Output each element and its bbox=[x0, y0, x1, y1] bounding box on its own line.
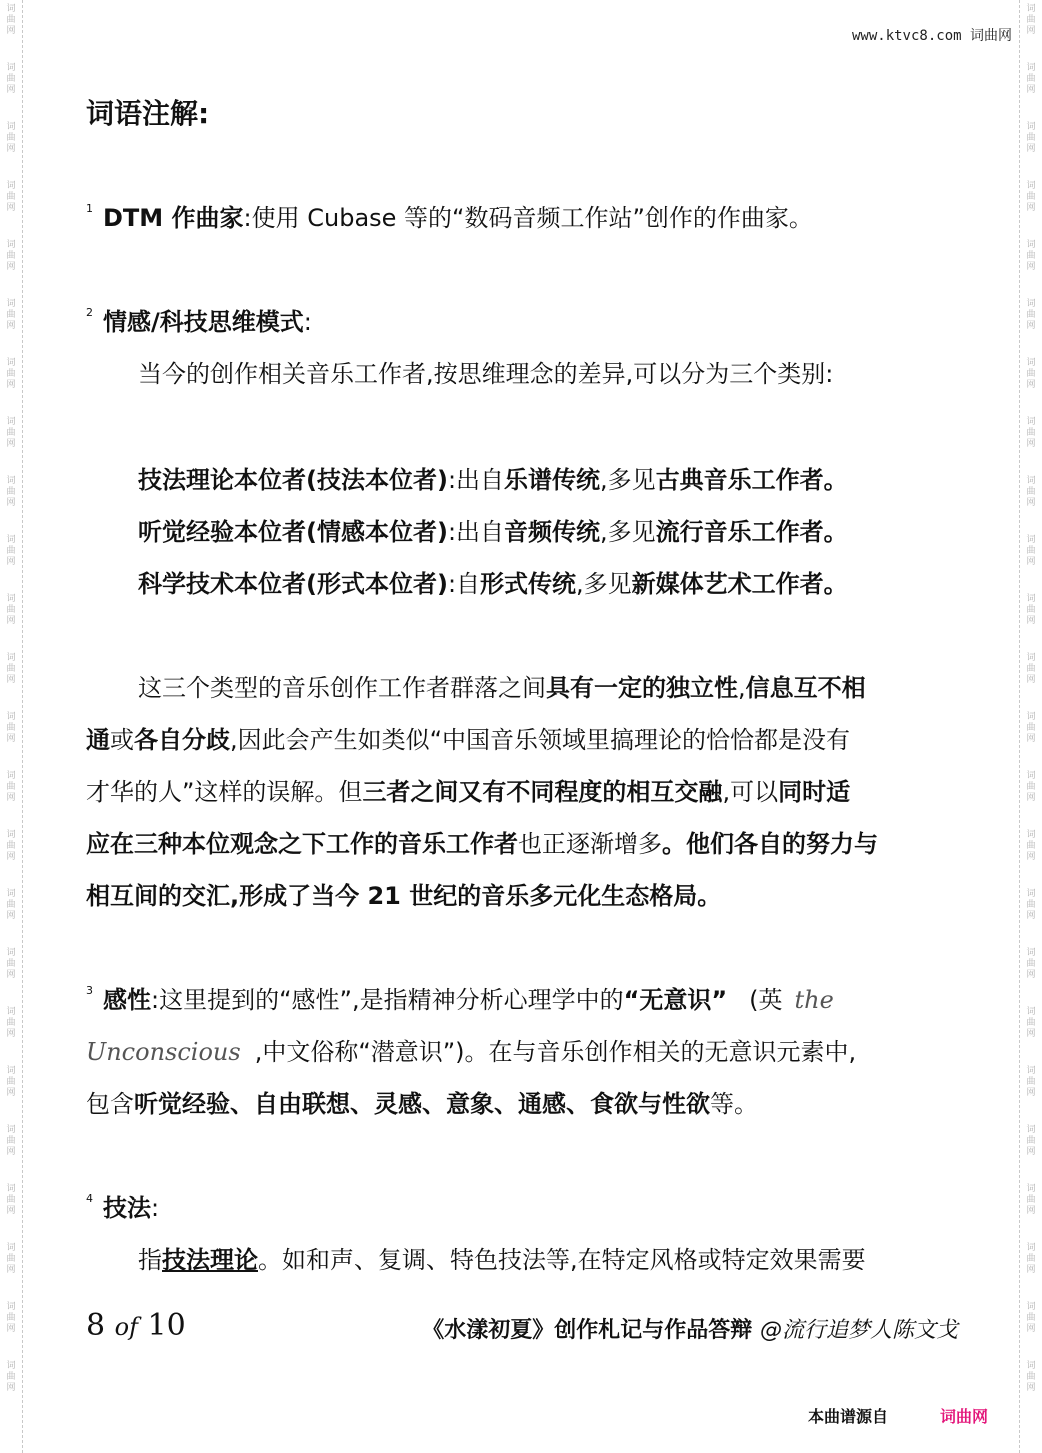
page-total: 10 bbox=[147, 1308, 186, 1343]
p3-b: 三者之间又有不同程度的相互交融 bbox=[362, 778, 723, 806]
watermark-text: 词 曲 网 bbox=[6, 4, 16, 36]
watermark-text: 词 曲 网 bbox=[1026, 1184, 1036, 1216]
note-2-heading bbox=[86, 302, 312, 337]
watermark-text: 词 曲 网 bbox=[1026, 1007, 1036, 1039]
source-brand-link[interactable]: 词曲网 bbox=[940, 1407, 989, 1426]
watermark-text: 词 曲 网 bbox=[6, 358, 16, 390]
watermark-text: 词 曲 网 bbox=[1026, 358, 1036, 390]
note-4-colon: : bbox=[151, 1194, 160, 1222]
n3-l1d: the bbox=[794, 986, 834, 1014]
category-3-seen: ,多见 bbox=[576, 570, 632, 598]
watermark-text: 词 曲 网 bbox=[6, 63, 16, 95]
note-2-colon: : bbox=[303, 308, 312, 336]
watermark-text: 词 曲 网 bbox=[1026, 299, 1036, 331]
category-1-seen: ,多见 bbox=[600, 466, 656, 494]
watermark-text: 词 曲 网 bbox=[1026, 181, 1036, 213]
watermark-text: 词 曲 网 bbox=[1026, 476, 1036, 508]
category-1-tradition: 乐谱传统 bbox=[504, 466, 601, 494]
note-3-line-2 bbox=[86, 1032, 856, 1067]
section-title: 词语注解: bbox=[86, 97, 210, 130]
note-3-line-3 bbox=[86, 1084, 758, 1119]
p2-a: 通 bbox=[86, 726, 110, 754]
watermark-text: 词 曲 网 bbox=[1026, 122, 1036, 154]
category-1-workers: 古典音乐工作者。 bbox=[655, 466, 848, 494]
page-number bbox=[86, 1308, 186, 1343]
p3-a: 才华的人”这样的误解。但 bbox=[86, 778, 363, 806]
watermark-text: 词 曲 网 bbox=[1026, 240, 1036, 272]
note-4-number: 4 bbox=[86, 1192, 93, 1205]
watermark-text: 词 曲 网 bbox=[6, 830, 16, 862]
p2-c: 各自分歧 bbox=[134, 726, 230, 754]
p1-c: , bbox=[738, 674, 746, 702]
paragraph-line-2 bbox=[86, 720, 850, 755]
category-1-name: 技法理论本位者(技法本位者) bbox=[138, 466, 448, 494]
watermark-text: 词 曲 网 bbox=[6, 476, 16, 508]
note-3-line-1 bbox=[86, 980, 834, 1015]
n3-l1c: (英 bbox=[749, 986, 783, 1014]
watermark-text: 词 曲 网 bbox=[6, 417, 16, 449]
category-1 bbox=[138, 460, 848, 495]
watermark-text: 词 曲 网 bbox=[1026, 535, 1036, 567]
watermark-text: 词 曲 网 bbox=[1026, 417, 1036, 449]
paragraph-line-5 bbox=[86, 876, 721, 911]
note-1-number: 1 bbox=[86, 202, 93, 215]
note-1-text: :使用 Cubase 等的“数码音频工作站”创作的作曲家。 bbox=[243, 204, 813, 232]
p4-a: 应在三种本位观念之下工作的音乐工作者 bbox=[86, 830, 518, 858]
watermark-text: 词 曲 网 bbox=[1026, 771, 1036, 803]
watermark-text: 词 曲 网 bbox=[1026, 4, 1036, 36]
paragraph-line-4 bbox=[86, 824, 878, 859]
note-4-heading bbox=[86, 1188, 159, 1223]
note-3-term: 感性 bbox=[103, 986, 151, 1014]
watermark-text: 词 曲 网 bbox=[6, 181, 16, 213]
watermark-text: 词 曲 网 bbox=[1026, 1066, 1036, 1098]
watermark-text: 词 曲 网 bbox=[6, 299, 16, 331]
p3-c: ,可以 bbox=[722, 778, 779, 806]
paragraph-line-1 bbox=[138, 668, 866, 703]
watermark-text: 词 曲 网 bbox=[6, 1066, 16, 1098]
watermark-text: 词 曲 网 bbox=[1026, 1302, 1036, 1334]
note-4-text bbox=[138, 1240, 866, 1275]
page-current: 8 bbox=[86, 1308, 106, 1343]
n3-l3b: 听觉经验、自由联想、灵感、意象、通感、食欲与性欲 bbox=[134, 1090, 710, 1118]
watermark-text: 词 曲 网 bbox=[6, 1361, 16, 1393]
watermark-text: 词 曲 网 bbox=[6, 594, 16, 626]
note-3-number: 3 bbox=[86, 984, 93, 997]
watermark-text: 词 曲 网 bbox=[6, 889, 16, 921]
watermark-text: 词 曲 网 bbox=[6, 1125, 16, 1157]
note-4-term: 技法 bbox=[103, 1194, 151, 1222]
watermark-text: 词 曲 网 bbox=[6, 948, 16, 980]
source-label: 本曲谱源自 bbox=[808, 1407, 889, 1426]
p1-b: 具有一定的独立性 bbox=[546, 674, 738, 702]
category-2 bbox=[138, 512, 848, 547]
watermark-text: 词 曲 网 bbox=[1026, 594, 1036, 626]
p1-a: 这三个类型的音乐创作工作者群落之间 bbox=[138, 674, 546, 702]
watermark-text: 词 曲 网 bbox=[1026, 1243, 1036, 1275]
watermark-text: 词 曲 网 bbox=[1026, 1361, 1036, 1393]
n4-b: 技法理论 bbox=[162, 1246, 258, 1274]
n3-l3a: 包含 bbox=[86, 1090, 134, 1118]
p4-c: 。他们各自的努力与 bbox=[662, 830, 878, 858]
watermark-text: 词 曲 网 bbox=[1026, 830, 1036, 862]
note-2-term: 情感/科技思维模式 bbox=[103, 308, 304, 336]
category-1-from: :出自 bbox=[447, 466, 505, 494]
watermark-text: 词 曲 网 bbox=[1026, 889, 1036, 921]
n3-l1a: :这里提到的“感性”,是指精神分析心理学中的 bbox=[151, 986, 624, 1014]
note-2-number: 2 bbox=[86, 306, 93, 319]
left-watermark-strip bbox=[0, 0, 23, 1453]
category-2-seen: ,多见 bbox=[600, 518, 656, 546]
watermark-text: 词 曲 网 bbox=[6, 712, 16, 744]
document-author: @流行追梦人陈文戈 bbox=[759, 1318, 958, 1343]
source-credit bbox=[808, 1404, 988, 1427]
category-3-name: 科学技术本位者(形式本位者) bbox=[138, 570, 448, 598]
watermark-text: 词 曲 网 bbox=[6, 122, 16, 154]
watermark-text: 词 曲 网 bbox=[6, 771, 16, 803]
document-title: 《水漾初夏》创作札记与作品答辩 bbox=[422, 1318, 753, 1343]
watermark-text: 词 曲 网 bbox=[6, 1007, 16, 1039]
footer-title bbox=[422, 1313, 958, 1344]
category-2-tradition: 音频传统 bbox=[504, 518, 601, 546]
watermark-text: 词 曲 网 bbox=[6, 1184, 16, 1216]
site-name[interactable]: 词曲网 bbox=[970, 28, 1012, 44]
watermark-text: 词 曲 网 bbox=[1026, 63, 1036, 95]
category-3-tradition: 形式传统 bbox=[480, 570, 577, 598]
note-2-intro: 当今的创作相关音乐工作者,按思维理念的差异,可以分为三个类别: bbox=[138, 360, 834, 388]
p3-d: 同时适 bbox=[778, 778, 851, 806]
p2-d: ,因此会产生如类似“中国音乐领域里搞理论的恰恰都是没有 bbox=[230, 726, 851, 754]
note-1-term: DTM 作曲家 bbox=[103, 204, 244, 232]
n4-c: 。如和声、复调、特色技法等,在特定风格或特定效果需要 bbox=[258, 1246, 866, 1274]
category-3 bbox=[138, 564, 848, 599]
watermark-text: 词 曲 网 bbox=[1026, 712, 1036, 744]
n3-l3c: 等。 bbox=[710, 1090, 758, 1118]
site-header[interactable] bbox=[852, 25, 1012, 45]
category-2-name: 听觉经验本位者(情感本位者) bbox=[138, 518, 448, 546]
watermark-text: 词 曲 网 bbox=[1026, 948, 1036, 980]
page-of: of bbox=[114, 1313, 138, 1341]
category-2-workers: 流行音乐工作者。 bbox=[655, 518, 848, 546]
watermark-text: 词 曲 网 bbox=[6, 1302, 16, 1334]
paragraph-line-3 bbox=[86, 772, 850, 807]
category-3-from: :自 bbox=[447, 570, 481, 598]
n4-a: 指 bbox=[138, 1246, 162, 1274]
note-1 bbox=[86, 198, 813, 233]
category-3-workers: 新媒体艺术工作者。 bbox=[631, 570, 848, 598]
p5: 相互间的交汇,形成了当今 21 世纪的音乐多元化生态格局。 bbox=[86, 882, 722, 910]
p2-b: 或 bbox=[110, 726, 134, 754]
p4-b: 也正逐渐增多 bbox=[518, 830, 662, 858]
p1-d: 信息互不相 bbox=[745, 674, 866, 702]
watermark-text: 词 曲 网 bbox=[1026, 653, 1036, 685]
category-2-from: :出自 bbox=[447, 518, 505, 546]
n3-l1b: “无意识” bbox=[623, 986, 728, 1014]
watermark-text: 词 曲 网 bbox=[1026, 1125, 1036, 1157]
watermark-text: 词 曲 网 bbox=[6, 535, 16, 567]
n3-l2b: ,中文俗称“潜意识”)。在与音乐创作相关的无意识元素中, bbox=[254, 1038, 857, 1066]
watermark-text: 词 曲 网 bbox=[6, 240, 16, 272]
right-watermark-strip bbox=[1019, 0, 1042, 1453]
watermark-text: 词 曲 网 bbox=[6, 1243, 16, 1275]
site-url[interactable]: www.ktvc8.com bbox=[851, 28, 962, 44]
n3-l2a: Unconscious bbox=[86, 1038, 241, 1066]
watermark-text: 词 曲 网 bbox=[6, 653, 16, 685]
